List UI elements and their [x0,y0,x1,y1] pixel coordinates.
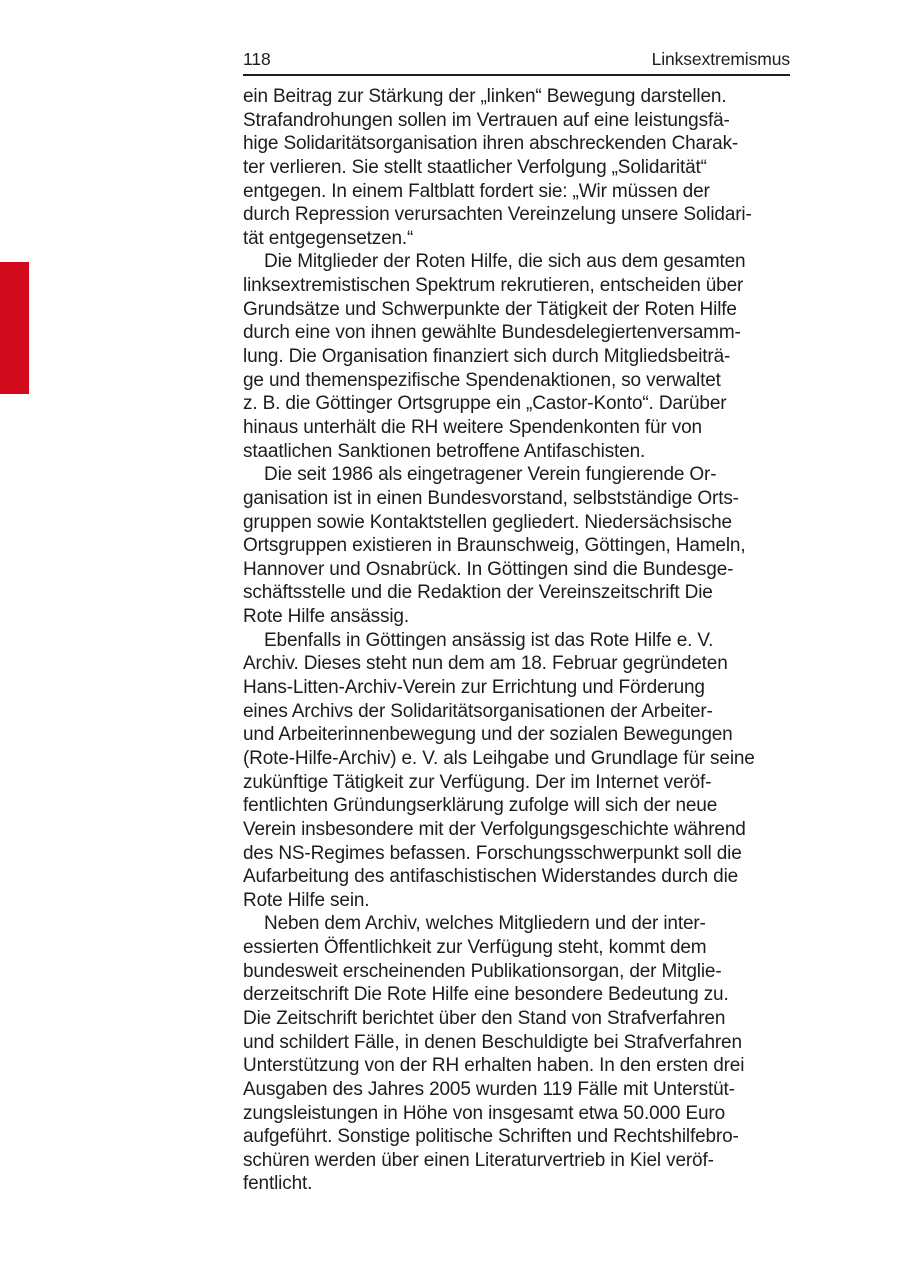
text-line: eines Archivs der Solidaritätsorganisationen der Arbeiter- [243,700,713,722]
text-line: zukünftige Tätigkeit zur Verfügung. Der im Internet veröf- [243,771,712,793]
text-line: z. B. die Göttinger Ortsgruppe ein „Castor-Konto“. Darüber [243,393,727,415]
text-line: hige Solidaritätsorganisation ihren abschreckenden Charak- [243,133,739,155]
text-line: bundesweit erscheinenden Publikationsorgan, der Mitglie- [243,960,722,982]
text-line: Unterstützung von der RH erhalten haben. In den ersten drei [243,1055,745,1077]
text-line: Verein insbesondere mit der Verfolgungsgeschichte während [243,818,746,840]
text-line: und schildert Fälle, in denen Beschuldigte bei Strafverfahren [243,1031,742,1053]
body-text [243,85,795,1196]
text-line: Neben dem Archiv, welches Mitgliedern und der inter- [264,913,706,935]
text-line: Strafandrohungen sollen im Vertrauen auf eine leistungsfä- [243,109,730,131]
text-line: zungsleistungen in Höhe von insgesamt etwa 50.000 Euro [243,1102,725,1124]
text-line: linksextremistischen Spektrum rekrutieren, entscheiden über [243,275,744,297]
text-line: essierten Öffentlichkeit zur Verfügung steht, kommt dem [243,937,707,959]
text-line: durch eine von ihnen gewählte Bundesdelegiertenversamm- [243,322,741,344]
text-line: Die Zeitschrift berichtet über den Stand von Strafverfahren [243,1007,726,1029]
text-line: Hannover und Osnabrück. In Göttingen sind die Bundesge- [243,558,734,580]
text-line: ganisation ist in einen Bundesvorstand, selbstständige Orts- [243,487,739,509]
text-line: fentlichten Gründungserklärung zufolge will sich der neue [243,795,718,817]
text-line: gruppen sowie Kontaktstellen gegliedert. Niedersächsische [243,511,732,533]
text-line: Die seit 1986 als eingetragener Verein fungierende Or- [264,464,717,486]
text-line: (Rote-Hilfe-Archiv) e. V. als Leihgabe und Grundlage für seine [243,747,755,769]
text-line: schüren werden über einen Literaturvertrieb in Kiel veröf- [243,1149,714,1171]
text-line: fentlicht. [243,1173,313,1195]
text-line: ge und themenspezifische Spendenaktionen, so verwaltet [243,369,721,391]
text-line: ein Beitrag zur Stärkung der „linken“ Bewegung darstellen. [243,86,727,107]
running-head-section-title: Linksextremismus [651,49,790,69]
text-line: schäftsstelle und die Redaktion der Vereinszeitschrift Die [243,582,713,604]
text-line: Die Mitglieder der Roten Hilfe, die sich aus dem gesamten [264,251,746,273]
text-line: und Arbeiterinnenbewegung und der sozialen Bewegungen [243,724,733,746]
text-line: Ausgaben des Jahres 2005 wurden 119 Fälle mit Unterstüt- [243,1078,735,1100]
text-line: Ebenfalls in Göttingen ansässig ist das Rote Hilfe e. V. [264,629,714,651]
text-line: Ortsgruppen existieren in Braunschweig, Göttingen, Hameln, [243,535,746,557]
page-number: 118 [243,49,271,69]
text-line: derzeitschrift Die Rote Hilfe eine besondere Bedeutung zu. [243,984,729,1006]
text-line: Hans-Litten-Archiv-Verein zur Errichtung und Förderung [243,677,705,699]
text-line: Aufarbeitung des antifaschistischen Widerstandes durch die [243,866,739,888]
section-marker-bar [0,262,29,394]
text-line: aufgeführt. Sonstige politische Schriften und Rechtshilfebro- [243,1126,739,1148]
text-line: lung. Die Organisation finanziert sich durch Mitgliedsbeiträ- [243,346,731,368]
text-line: staatlichen Sanktionen betroffene Antifaschisten. [243,440,646,462]
text-line: Rote Hilfe sein. [243,889,370,911]
text-line: tät entgegensetzen.“ [243,227,414,249]
page-header [243,0,790,76]
text-line: Archiv. Dieses steht nun dem am 18. Februar gegründeten [243,653,728,675]
text-line: hinaus unterhält die RH weitere Spendenkonten für von [243,416,702,438]
text-line: entgegen. In einem Faltblatt fordert sie: „Wir müssen der [243,180,710,202]
text-line: Rote Hilfe ansässig. [243,606,409,628]
text-line: des NS-Regimes befassen. Forschungsschwerpunkt soll die [243,842,742,864]
text-line: durch Repression verursachten Vereinzelung unsere Solidari- [243,204,752,226]
text-line: ter verlieren. Sie stellt staatlicher Verfolgung „Solidarität“ [243,156,707,178]
text-line: Grundsätze und Schwerpunkte der Tätigkeit der Roten Hilfe [243,298,737,320]
